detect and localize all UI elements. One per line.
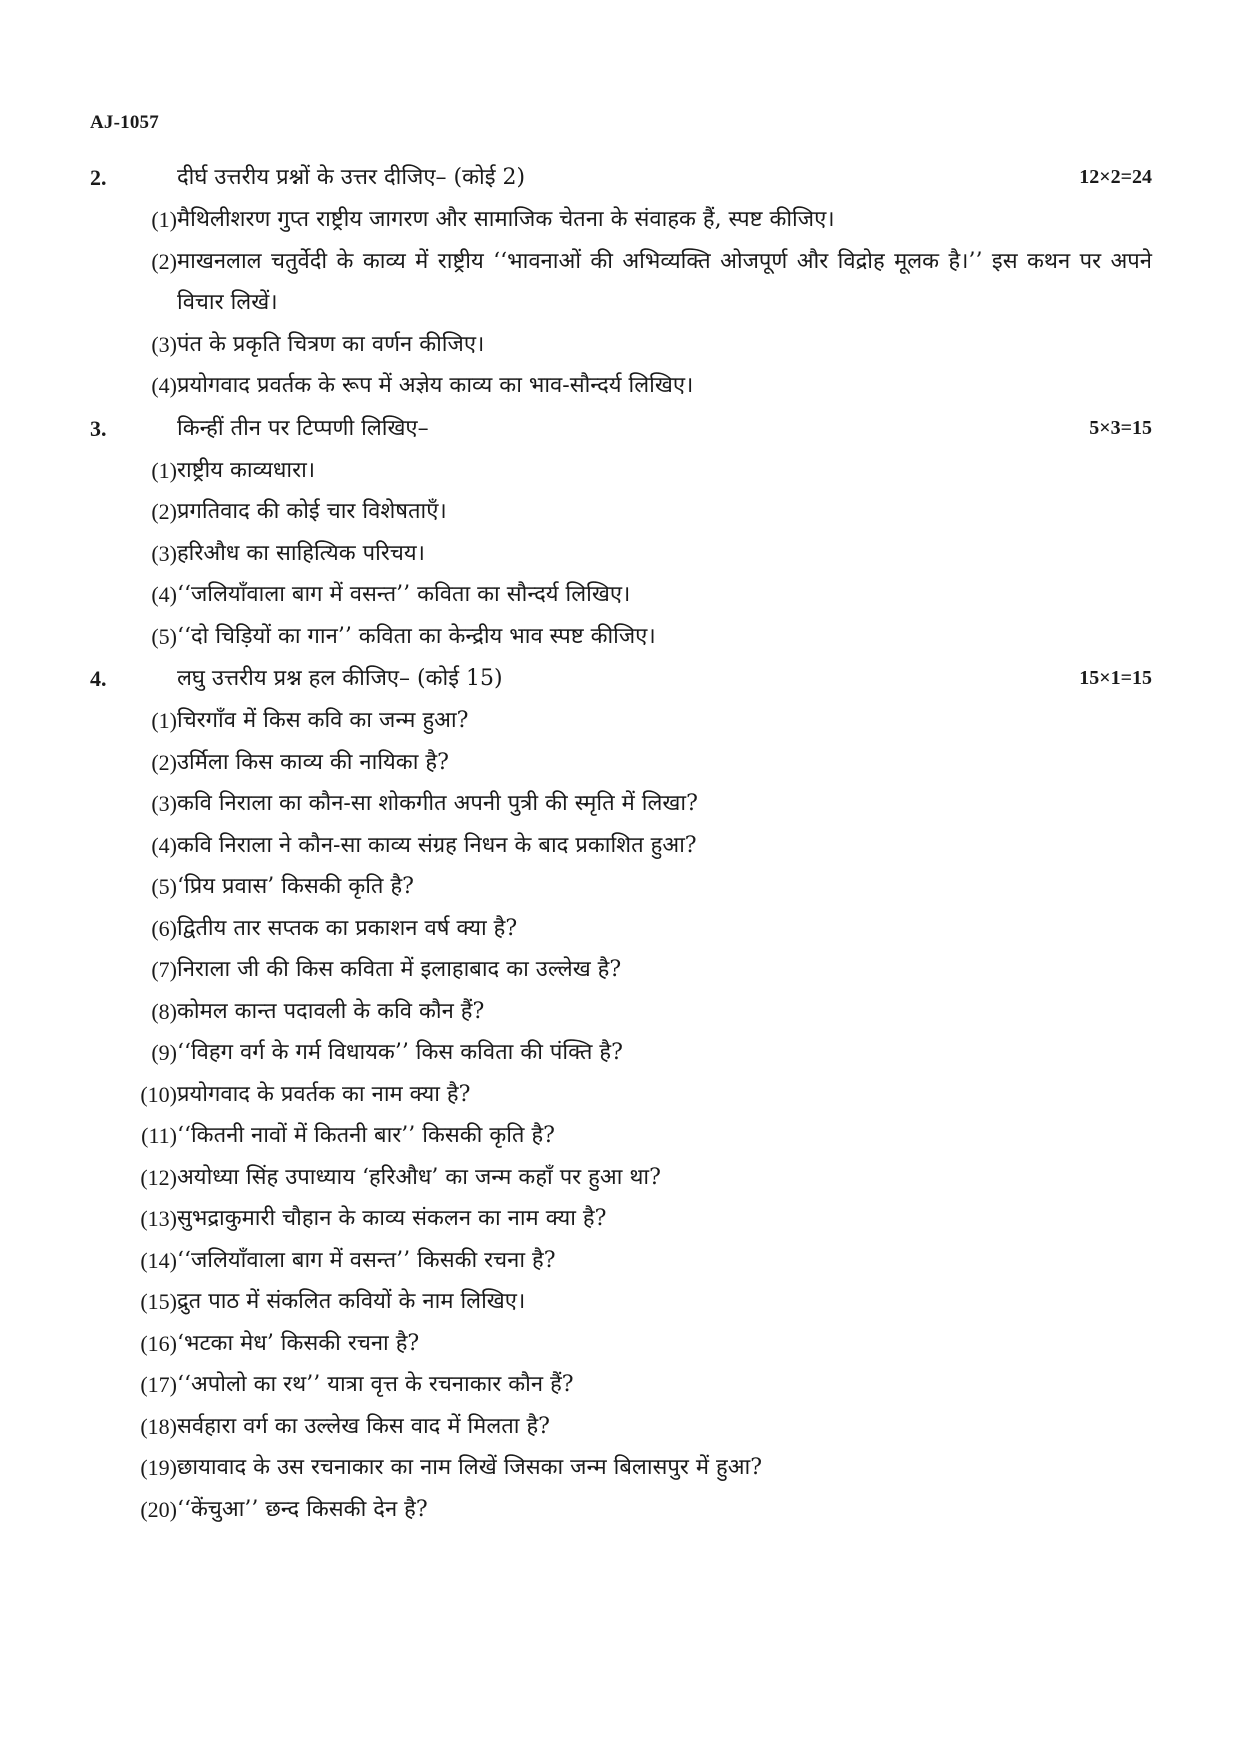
question-text: पंत के प्रकृति चित्रण का वर्णन कीजिए।	[177, 331, 485, 357]
question-item	[90, 1198, 1152, 1240]
question-number: (2)	[151, 499, 177, 524]
question-number: (5)	[151, 623, 177, 649]
section-header	[90, 156, 1152, 199]
question-item	[90, 365, 1152, 407]
question-number: (10)	[140, 1081, 177, 1107]
question-item	[90, 574, 1152, 616]
question-item	[90, 1281, 1152, 1323]
question-item	[90, 241, 1152, 324]
section-header	[90, 407, 1152, 450]
section-4	[90, 657, 1152, 1530]
question-item	[90, 1323, 1152, 1365]
section-instruction: किन्हीं तीन पर टिप्पणी लिखिए–	[177, 415, 429, 441]
question-item	[90, 949, 1152, 991]
question-item	[90, 866, 1152, 908]
question-number: (9)	[151, 1040, 177, 1065]
question-item	[90, 742, 1152, 784]
question-text: राष्ट्रीय काव्यधारा।	[177, 457, 316, 483]
question-number: (20)	[140, 1496, 177, 1522]
question-text: सर्वहारा वर्ग का उल्लेख किस वाद में मिलता है?	[177, 1413, 550, 1439]
question-number: (1)	[151, 708, 177, 733]
question-item	[90, 199, 1152, 241]
section-instruction: दीर्घ उत्तरीय प्रश्नों के उत्तर दीजिए– (कोई 2)	[177, 165, 526, 190]
question-number: (18)	[140, 1413, 177, 1439]
section-marks: 15×1=15	[1079, 667, 1152, 689]
section-instruction: लघु उत्तरीय प्रश्न हल कीजिए– (कोई 15)	[177, 666, 503, 691]
question-content	[90, 156, 1152, 1530]
question-item	[90, 908, 1152, 950]
question-number: (8)	[151, 998, 177, 1024]
paper-code: AJ-1057	[90, 112, 159, 133]
question-number: (4)	[151, 373, 177, 398]
question-text: ‘‘जलियाँवाला बाग में वसन्त’’ कविता का सौन्दर्य लिखिए।	[177, 582, 631, 607]
question-text: कवि निराला ने कौन-सा काव्य संग्रह निधन के बाद प्रकाशित हुआ?	[177, 832, 697, 858]
section-2	[90, 156, 1152, 407]
question-text: प्रयोगवाद प्रवर्तक के रूप में अज्ञेय काव्य का भाव-सौन्दर्य लिखिए।	[177, 373, 694, 398]
question-text: कोमल कान्त पदावली के कवि कौन हैं?	[177, 998, 485, 1024]
question-number: (7)	[151, 957, 177, 982]
question-item	[90, 1032, 1152, 1074]
question-item	[90, 1240, 1152, 1282]
question-text: ‘‘दो चिड़ियों का गान’’ कविता का केन्द्रीय भाव स्पष्ट कीजिए।	[177, 623, 656, 649]
question-number: (19)	[140, 1455, 177, 1480]
section-header	[90, 657, 1152, 700]
question-item	[90, 1074, 1152, 1116]
question-number: (17)	[140, 1372, 177, 1397]
question-item	[90, 616, 1152, 658]
question-text: ‘‘जलियाँवाला बाग में वसन्त’’ किसकी रचना है?	[177, 1247, 556, 1273]
question-text: प्रयोगवाद के प्रवर्तक का नाम क्या है?	[177, 1081, 471, 1107]
section-marks: 12×2=24	[1079, 166, 1152, 188]
question-number: (2)	[151, 749, 177, 775]
question-number: (3)	[151, 331, 177, 357]
section-3	[90, 407, 1152, 658]
question-number: (16)	[140, 1330, 177, 1356]
question-item	[90, 783, 1152, 825]
question-number: (13)	[140, 1206, 177, 1231]
question-text: सुभद्राकुमारी चौहान के काव्य संकलन का नाम क्या है?	[177, 1206, 607, 1231]
question-number: (4)	[151, 582, 177, 607]
question-number: (3)	[151, 791, 177, 816]
question-number: (2)	[151, 248, 177, 274]
question-number: (4)	[151, 832, 177, 858]
question-item	[90, 1447, 1152, 1489]
question-item	[90, 1489, 1152, 1531]
question-text: चिरगाँव में किस कवि का जन्म हुआ?	[177, 708, 469, 733]
question-item	[90, 324, 1152, 366]
question-text: कवि निराला का कौन-सा शोकगीत अपनी पुत्री की स्मृति में लिखा?	[177, 791, 698, 816]
question-item	[90, 991, 1152, 1033]
question-item	[90, 700, 1152, 742]
question-text: ‘‘केंचुआ’’ छन्द किसकी देन है?	[177, 1496, 428, 1522]
question-number: (12)	[140, 1164, 177, 1190]
question-number: (1)	[151, 207, 177, 232]
question-text: द्वितीय तार सप्तक का प्रकाशन वर्ष क्या है?	[177, 915, 518, 941]
question-text: द्रुत पाठ में संकलित कवियों के नाम लिखिए।	[177, 1289, 526, 1314]
question-text: अयोध्या सिंह उपाध्याय ‘हरिऔध’ का जन्म कहाँ पर हुआ था?	[177, 1164, 661, 1190]
question-item	[90, 1115, 1152, 1157]
question-text: उर्मिला किस काव्य की नायिका है?	[177, 749, 449, 775]
question-text: छायावाद के उस रचनाकार का नाम लिखें जिसका जन्म बिलासपुर में हुआ?	[177, 1455, 762, 1480]
question-text: ‘भटका मेध’ किसकी रचना है?	[177, 1330, 420, 1356]
question-item	[90, 491, 1152, 533]
question-number: (11)	[141, 1123, 177, 1148]
question-item	[90, 825, 1152, 867]
question-text: ‘‘विहग वर्ग के गर्म विधायक’’ किस कविता की पंक्ति है?	[177, 1040, 623, 1065]
question-text: निराला जी की किस कविता में इलाहाबाद का उल्लेख है?	[177, 957, 622, 982]
section-number: 3.	[90, 415, 107, 441]
question-number: (3)	[151, 540, 177, 566]
question-item	[90, 1157, 1152, 1199]
question-text: मैथिलीशरण गुप्त राष्ट्रीय जागरण और सामाजिक चेतना के संवाहक हैं, स्पष्ट कीजिए।	[177, 207, 835, 232]
question-item	[90, 533, 1152, 575]
question-item	[90, 450, 1152, 492]
question-number: (14)	[140, 1247, 177, 1273]
section-number: 2.	[90, 165, 107, 190]
question-text: ‘‘कितनी नावों में कितनी बार’’ किसकी कृति है?	[177, 1123, 555, 1148]
question-number: (15)	[140, 1289, 177, 1314]
question-text: हरिऔध का साहित्यिक परिचय।	[177, 540, 425, 566]
question-item	[90, 1364, 1152, 1406]
question-item	[90, 1406, 1152, 1448]
section-marks: 5×3=15	[1089, 416, 1152, 439]
question-text: माखनलाल चतुर्वेदी के काव्य में राष्ट्रीय ‘‘भावनाओं की अभिव्यक्ति ओजपूर्ण और विद्रोह मूलक है।’’ इस कथन पर अपने विचार लिखें।	[177, 248, 1152, 315]
question-text: प्रगतिवाद की कोई चार विशेषताएँ।	[177, 499, 447, 524]
question-number: (5)	[151, 874, 177, 899]
question-number: (6)	[151, 915, 177, 941]
section-number: 4.	[90, 666, 107, 691]
question-text: ‘प्रिय प्रवास’ किसकी कृति है?	[177, 874, 414, 899]
question-text: ‘‘अपोलो का रथ’’ यात्रा वृत्त के रचनाकार कौन हैं?	[177, 1372, 574, 1397]
question-number: (1)	[151, 457, 177, 483]
